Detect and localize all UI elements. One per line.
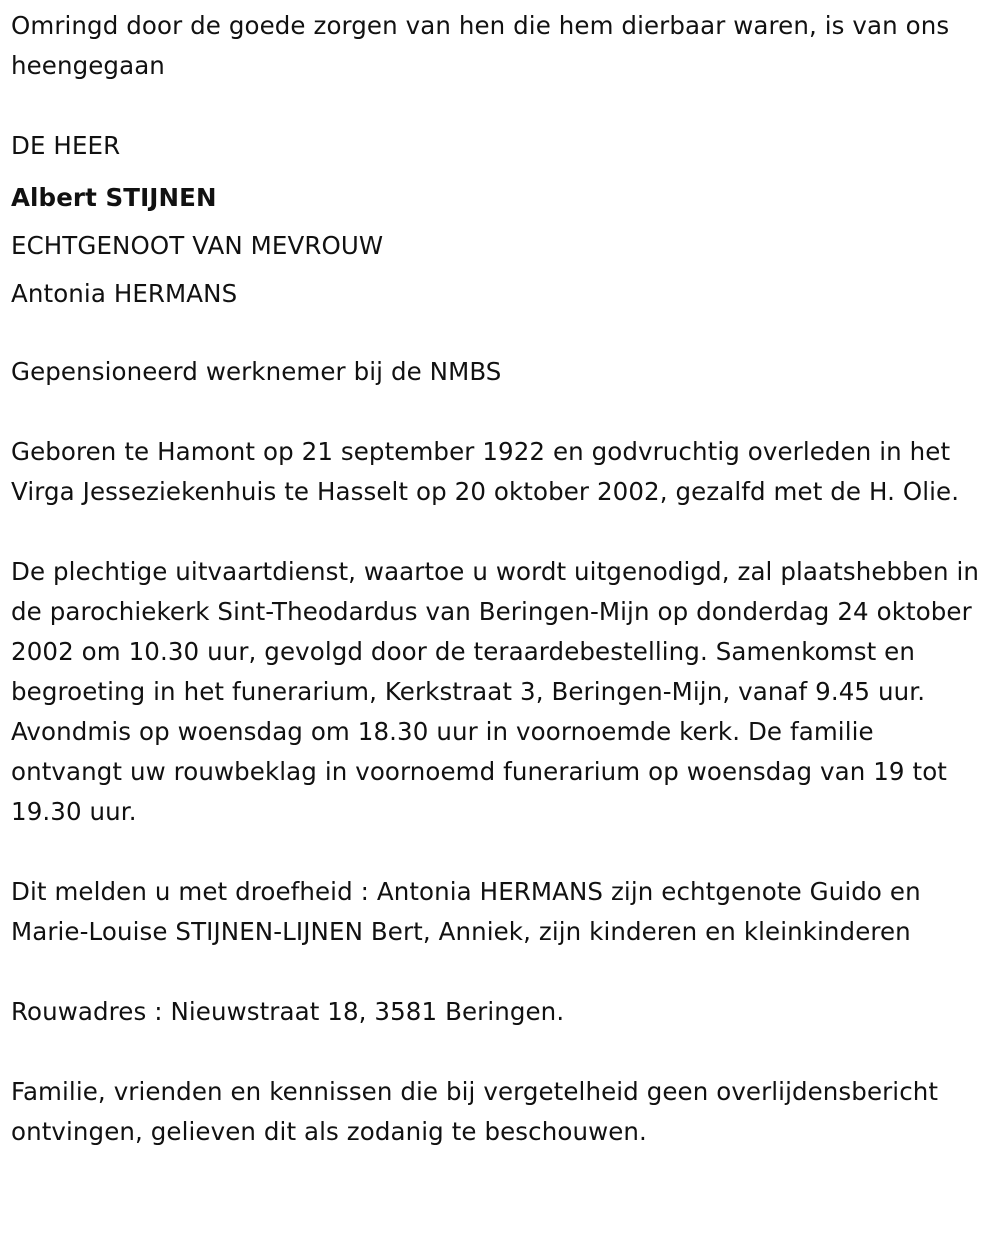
- intro-paragraph: Omringd door de goede zorgen van hen die hem dierbaar waren, is van ons heengegaan: [11, 11, 950, 80]
- announcement-paragraph: Dit melden u met droefheid : Antonia HERMANS zijn echtgenote Guido en Marie-Louise STIJNEN-LIJNEN Bert, Anniek, zijn kinderen en kleinkinderen: [11, 877, 921, 946]
- spouse-prefix: ECHTGENOOT VAN MEVROUW: [11, 231, 384, 260]
- name-block: [11, 126, 990, 318]
- deceased-name: Albert STIJNEN: [11, 183, 217, 212]
- address-paragraph: Rouwadres : Nieuwstraat 18, 3581 Beringen.: [11, 997, 565, 1026]
- closing-paragraph: Familie, vrienden en kennissen die bij vergetelheid geen overlijdensbericht ontvingen, gelieven dit als zodanig te beschouwen.: [11, 1077, 939, 1146]
- occupation-paragraph: Gepensioneerd werknemer bij de NMBS: [11, 357, 502, 386]
- funeral-paragraph: De plechtige uitvaartdienst, waartoe u wordt uitgenodigd, zal plaatshebben in de parochiekerk Sint-Theodardus van Beringen-Mijn op donderdag 24 oktober 2002 om 10.30 uur, gevolgd door de teraardebestelling. Samenkomst en begroeting in het funerarium, Kerkstraat 3, Beringen-Mijn, vanaf 9.45 uur. Avondmis op woensdag om 18.30 uur in voornoemde kerk. De familie ontvangt uw rouwbeklag in voornoemd funerarium op woensdag van 19 tot 19.30 uur.: [11, 557, 980, 826]
- birth-death-paragraph: Geboren te Hamont op 21 september 1922 en godvruchtig overleden in het Virga Jesseziekenhuis te Hasselt op 20 oktober 2002, gezalfd met de H. Olie.: [11, 437, 960, 506]
- title-prefix: DE HEER: [11, 131, 121, 160]
- spouse-name: Antonia HERMANS: [11, 279, 238, 308]
